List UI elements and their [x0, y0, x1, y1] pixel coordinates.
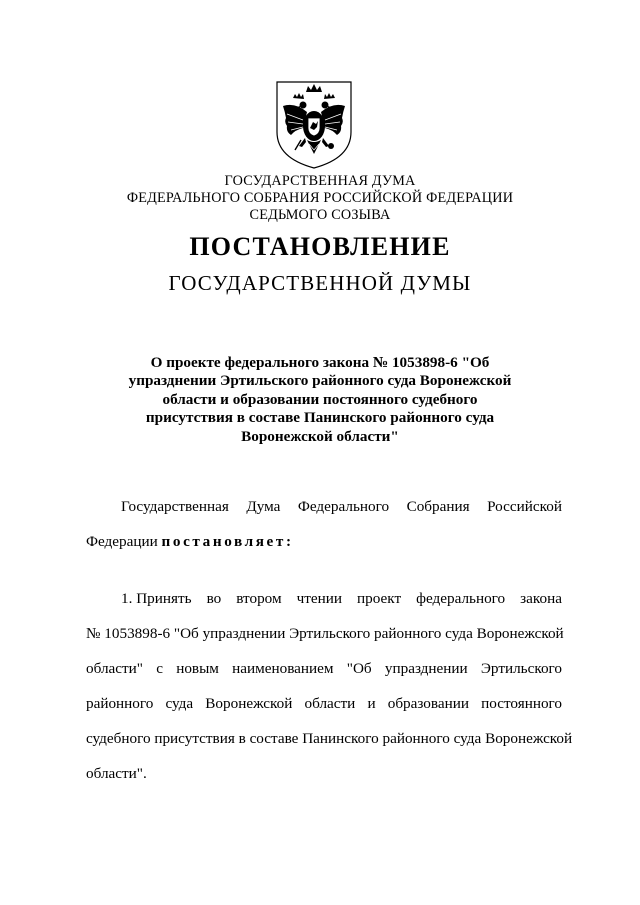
word: Эртильского [480, 660, 562, 677]
word: Собрания [406, 498, 470, 515]
word: закона [520, 590, 562, 607]
item-1-line-2: № 1053898-6 "Об упразднении Эртильского районного суда Воронежской [86, 625, 564, 642]
org-line-duma: ГОСУДАРСТВЕННАЯ ДУМА [224, 173, 416, 189]
subject-line: области и образовании постоянного судебного [162, 390, 478, 408]
intro-prefix: Федерации [86, 533, 162, 550]
item-1-line-1 [86, 589, 562, 624]
org-line-convocation: СЕДЬМОГО СОЗЫВА [249, 207, 391, 223]
organization-header [0, 173, 640, 224]
subject-line: Воронежской области" [241, 427, 399, 445]
intro-line-2 [86, 532, 562, 567]
word: проект [357, 590, 402, 607]
word: федерального [416, 590, 506, 607]
word: 1. Принять [121, 590, 192, 607]
word: втором [236, 590, 282, 607]
document-subject [100, 354, 540, 446]
word: Дума [246, 498, 281, 515]
item-1-line-3 [86, 659, 562, 694]
word: Государственная [121, 498, 229, 515]
word: области" [86, 660, 143, 677]
word: области [304, 695, 356, 712]
word: чтении [296, 590, 343, 607]
word: во [206, 590, 222, 607]
document-type-subtitle: ГОСУДАРСТВЕННОЙ ДУМЫ [168, 271, 472, 295]
word: с [156, 660, 163, 677]
intro-paragraph [86, 497, 562, 567]
subject-line: О проекте федерального закона № 1053898-6 "Об [150, 354, 490, 371]
document-type-title: ПОСТАНОВЛЕНИЕ [189, 232, 451, 261]
word: постоянного [481, 695, 562, 712]
word: районного [86, 695, 154, 712]
org-line-federal-assembly: ФЕДЕРАЛЬНОГО СОБРАНИЯ РОССИЙСКОЙ ФЕДЕРАЦИИ [126, 190, 514, 206]
item-1-line-6: области". [86, 765, 147, 782]
word: Российской [487, 498, 562, 515]
subject-line: присутствия в составе Панинского районного суда [145, 409, 495, 427]
word: суда [165, 695, 194, 712]
word: Воронежской [205, 695, 293, 712]
item-1-paragraph [86, 589, 573, 799]
word: и [367, 695, 376, 712]
russian-coat-of-arms-icon [273, 80, 355, 170]
word: новым [176, 660, 219, 677]
word: образовании [387, 695, 469, 712]
item-1-line-5: судебного присутствия в составе Панинского районного суда Воронежской [86, 730, 573, 747]
item-1-line-4 [86, 694, 562, 729]
subject-line: упразднении Эртильского районного суда Воронежской [128, 372, 512, 390]
word: упразднении [384, 660, 468, 677]
word: наименованием [232, 660, 334, 677]
intro-line-1 [86, 497, 562, 532]
word: "Об [346, 660, 372, 677]
word: Федерального [297, 498, 390, 515]
resolution-verb: постановляет: [161, 533, 294, 550]
